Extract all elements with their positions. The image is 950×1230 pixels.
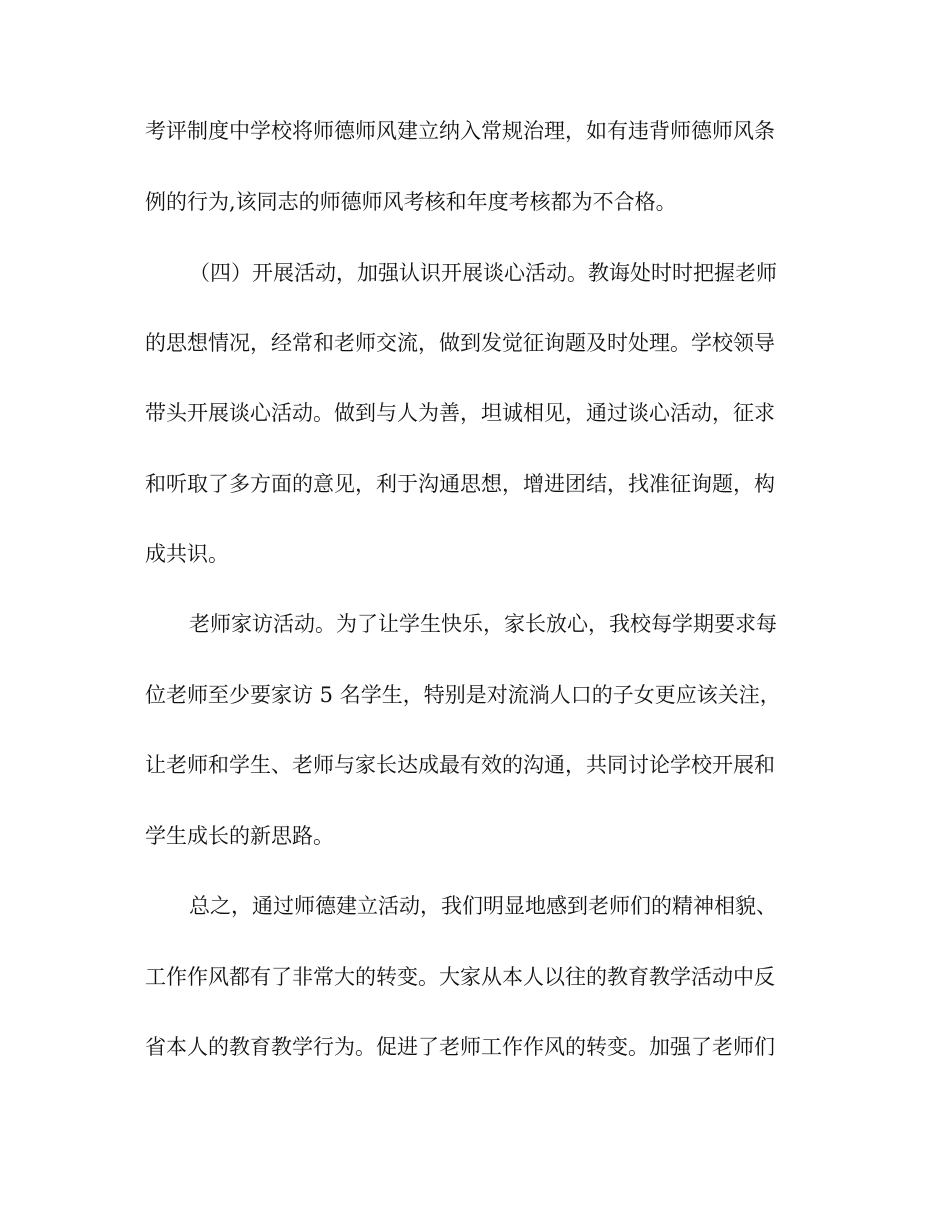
text-line-5: 带头开展谈心活动。做到与人为善，坦诚相见，通过谈心活动，征求	[145, 401, 775, 425]
text-line-14: 省本人的教育教学行为。促进了老师工作作风的转变。加强了老师们	[145, 1035, 775, 1059]
text-line-2: 例的行为,该同志的师德师风考核和年度考核都为不合格。	[145, 190, 677, 214]
text-line-13: 工作作风都有了非常大的转变。大家从本人以往的教育教学活动中反	[145, 965, 775, 989]
text-line-11: 学生成长的新思路。	[145, 824, 334, 848]
paragraph-home-visit-start: 老师家访活动。为了让学生快乐，家长放心，我校每学期要求每	[189, 612, 777, 636]
text-line-6: 和听取了多方面的意见，利于沟通思想，增进团结，找准征询题，构	[145, 472, 775, 496]
text-line-7: 成共识。	[145, 542, 229, 566]
text-line-1: 考评制度中学校将师德师风建立纳入常规治理，如有违背师德师风条	[145, 119, 775, 143]
paragraph-4-start: （四）开展活动，加强认识开展谈心活动。教诲处时时把握老师	[189, 261, 777, 285]
paragraph-summary-start: 总之，通过师德建立活动，我们明显地感到老师们的精神相貌、	[189, 894, 777, 918]
text-line-4: 的思想情况，经常和老师交流，做到发觉征询题及时处理。学校领导	[145, 331, 775, 355]
text-line-10: 让老师和学生、老师与家长达成最有效的沟通，共同讨论学校开展和	[145, 753, 775, 777]
text-line-9: 位老师至少要家访 5 名学生，特别是对流淌人口的子女更应该关注，	[145, 683, 781, 707]
